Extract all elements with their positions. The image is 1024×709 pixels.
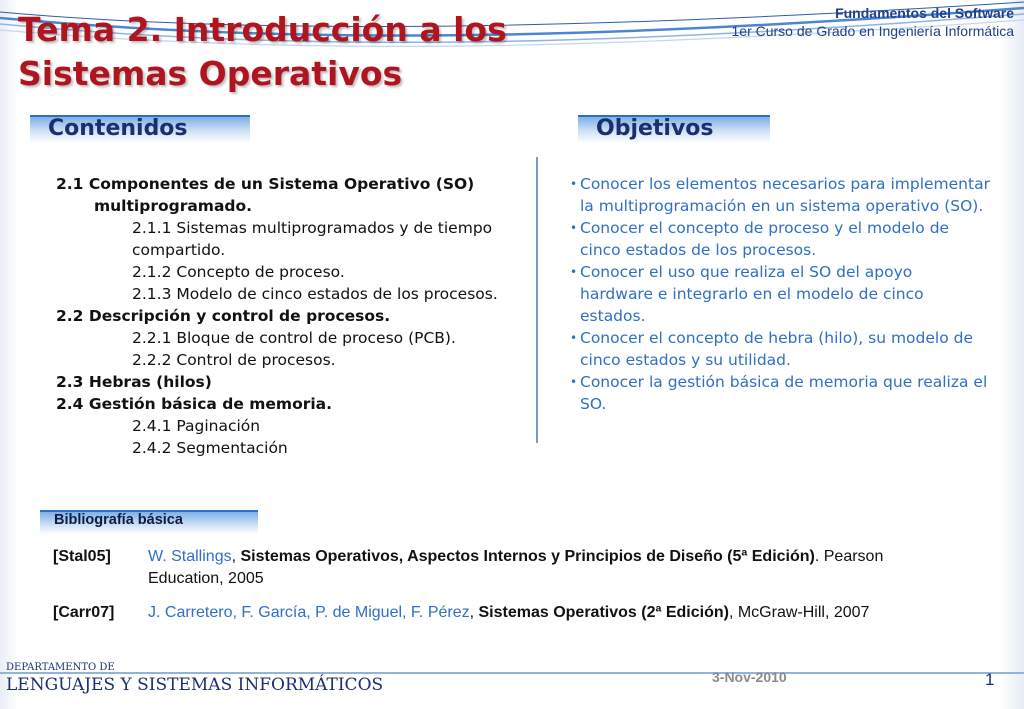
objective-item: • Conocer el concepto de hebra (hilo), su modelo de cinco estados y su utilidad. bbox=[570, 329, 973, 369]
objective-item: • Conocer la gestión básica de memoria que realiza el SO. bbox=[570, 373, 988, 413]
page-title: Tema 2. Introducción a los Sistemas Operativos bbox=[18, 10, 507, 93]
course-info bbox=[732, 4, 1015, 40]
objectives-heading bbox=[578, 112, 773, 146]
contents-list bbox=[56, 173, 546, 459]
contents-item: 2.2.2 Control de procesos. bbox=[132, 351, 336, 369]
bibliography-heading-text: Bibliografía básica bbox=[54, 512, 183, 528]
objective-item: • Conocer los elementos necesarios para implementar la multiprogramación en un sistema operativo (SO). bbox=[570, 175, 990, 215]
bullet-icon: • bbox=[570, 221, 578, 235]
bibliography-entry bbox=[53, 602, 953, 648]
contents-item: 2.1.2 Concepto de proceso. bbox=[132, 263, 345, 281]
objective-item: • Conocer el uso que realiza el SO del apoyo hardware e integrarlo en el modelo de cinco estados. bbox=[570, 263, 924, 325]
contents-item: 2.1 Componentes de un Sistema Operativo (SO) bbox=[56, 175, 475, 193]
contents-heading bbox=[30, 112, 255, 146]
bibliography-reference: W. Stallings, Sistemas Operativos, Aspectos Internos y Principios de Diseño (5ª Edición). Pearson Education, 2005 bbox=[148, 548, 884, 587]
bullet-icon: • bbox=[570, 177, 578, 191]
department-line1: DEPARTAMENTO DE bbox=[6, 662, 115, 673]
bullet-icon: • bbox=[570, 375, 578, 389]
contents-item: multiprogramado. bbox=[94, 197, 253, 215]
contents-item: 2.4.1 Paginación bbox=[132, 417, 261, 435]
objectives-list bbox=[570, 173, 990, 415]
bullet-icon: • bbox=[570, 331, 578, 345]
contents-item: 2.1.1 Sistemas multiprogramados y de tiempo bbox=[132, 219, 493, 237]
contents-item: 2.4 Gestión básica de memoria. bbox=[56, 395, 333, 413]
contents-item: 2.2 Descripción y control de procesos. bbox=[56, 307, 391, 325]
course-level: 1er Curso de Grado en Ingeniería Informática bbox=[731, 23, 1014, 39]
department-logo bbox=[6, 662, 383, 696]
bibliography-reference: J. Carretero, F. García, P. de Miguel, F. Pérez, Sistemas Operativos (2ª Edición), McGraw-Hill, 2007 bbox=[148, 604, 870, 621]
contents-item: 2.3 Hebras (hilos) bbox=[56, 373, 212, 391]
objectives-heading-text: Objetivos bbox=[596, 116, 714, 141]
bibliography-key: [Carr07] bbox=[53, 604, 115, 621]
bibliography-heading bbox=[40, 508, 258, 534]
contents-item: 2.4.2 Segmentación bbox=[132, 439, 288, 457]
contents-item: compartido. bbox=[132, 241, 226, 259]
page-number: 1 bbox=[985, 670, 995, 689]
objective-item: • Conocer el concepto de proceso y el modelo de cinco estados de los procesos. bbox=[570, 219, 950, 259]
bullet-icon: • bbox=[570, 265, 578, 279]
contents-heading-text: Contenidos bbox=[48, 116, 188, 141]
department-line2: LENGUAJES Y SISTEMAS INFORMÁTICOS bbox=[6, 675, 384, 695]
bibliography-entry bbox=[53, 546, 953, 592]
bibliography-key: [Stal05] bbox=[53, 548, 111, 565]
contents-item: 2.1.3 Modelo de cinco estados de los procesos. bbox=[132, 285, 498, 303]
column-divider bbox=[536, 157, 538, 443]
contents-item: 2.2.1 Bloque de control de proceso (PCB). bbox=[132, 329, 456, 347]
course-name: Fundamentos del Software bbox=[835, 5, 1014, 21]
slide-date: 3-Nov-2010 bbox=[712, 669, 787, 685]
